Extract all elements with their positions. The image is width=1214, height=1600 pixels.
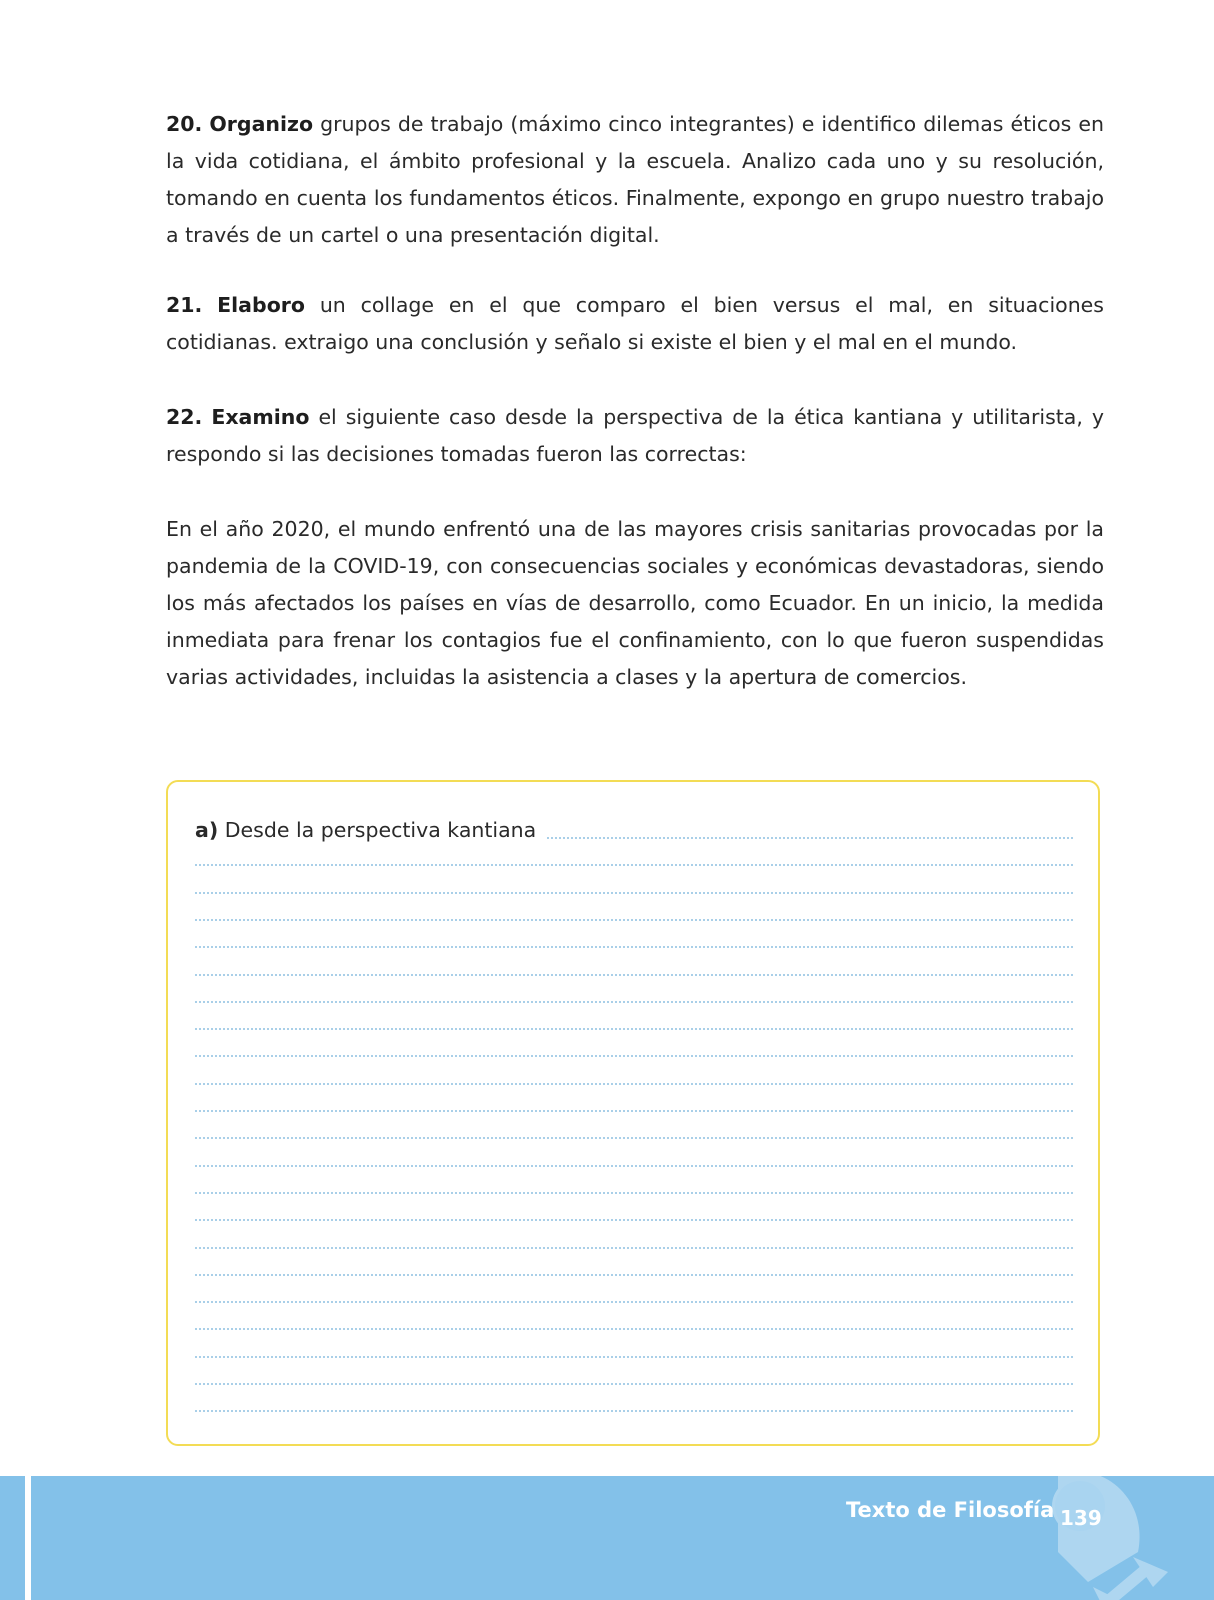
writing-line[interactable]	[195, 1137, 1073, 1139]
writing-line[interactable]	[195, 974, 1073, 976]
activity-20-verb: Organizo	[209, 112, 314, 136]
answer-label: a)	[195, 818, 219, 842]
activity-20-number: 20.	[166, 112, 203, 136]
answer-prompt	[195, 818, 546, 842]
answer-prompt-text: Desde la perspectiva kantiana	[224, 818, 537, 842]
writing-line[interactable]	[195, 1301, 1073, 1303]
writing-line[interactable]	[195, 1110, 1073, 1112]
activity-22-verb: Examino	[211, 405, 310, 429]
activity-21-verb: Elaboro	[217, 293, 305, 317]
writing-line[interactable]	[195, 1001, 1073, 1003]
writing-line[interactable]	[195, 1247, 1073, 1249]
writing-line[interactable]	[195, 864, 1073, 866]
writing-line[interactable]	[195, 1328, 1073, 1330]
page-footer	[0, 1476, 1214, 1600]
activity-21-text: un collage en el que comparo el bien versus el mal, en situaciones cotidianas. extraigo una conclusión y señalo si existe el bien y el mal en el mundo.	[166, 293, 1104, 354]
rocket-icon	[1018, 1476, 1188, 1600]
writing-line[interactable]	[195, 1274, 1073, 1276]
writing-line[interactable]	[195, 1055, 1073, 1057]
writing-line[interactable]	[195, 946, 1073, 948]
activity-22-number: 22.	[166, 405, 203, 429]
activity-21-number: 21.	[166, 293, 203, 317]
activity-21	[166, 287, 1104, 361]
case-text: En el año 2020, el mundo enfrentó una de las mayores crisis sanitarias provocadas por la pandemia de la COVID-19, con consecuencias sociales y económicas devastadoras, siendo los más afectados los países en vías de desarrollo, como Ecuador. En un inicio, la medida inmediata para frenar los contagios fue el confinamiento, con lo que fueron suspendidas varias actividades, incluidas la asistencia a clases y la apertura de comercios.	[166, 517, 1104, 689]
activity-22-text: el siguiente caso desde la perspectiva de la ética kantiana y utilitarista, y respondo si las decisiones tomadas fueron las correctas:	[166, 405, 1104, 466]
writing-line[interactable]	[195, 892, 1073, 894]
answer-box	[166, 780, 1100, 1446]
writing-line[interactable]	[195, 1028, 1073, 1030]
writing-line[interactable]	[195, 1219, 1073, 1221]
activity-20-text: grupos de trabajo (máximo cinco integrantes) e identifico dilemas éticos en la vida cotidiana, el ámbito profesional y la escuela. Analizo cada uno y su resolución, tomando en cuenta los fundamentos éticos. Finalmente, expongo en grupo nuestro trabajo a través de un cartel o una presentación digital.	[166, 112, 1104, 247]
writing-line[interactable]	[195, 1383, 1073, 1385]
writing-line[interactable]	[195, 1410, 1073, 1412]
writing-line[interactable]	[195, 1192, 1073, 1194]
writing-line[interactable]	[195, 1356, 1073, 1358]
writing-line[interactable]	[195, 1083, 1073, 1085]
activity-22	[166, 399, 1104, 473]
page-number: 139	[1060, 1506, 1102, 1530]
writing-line[interactable]	[195, 1165, 1073, 1167]
activity-20	[166, 106, 1104, 254]
writing-line[interactable]	[195, 919, 1073, 921]
footer-book-title: Texto de Filosofía	[846, 1498, 1055, 1522]
footer-stripe	[25, 1476, 31, 1600]
